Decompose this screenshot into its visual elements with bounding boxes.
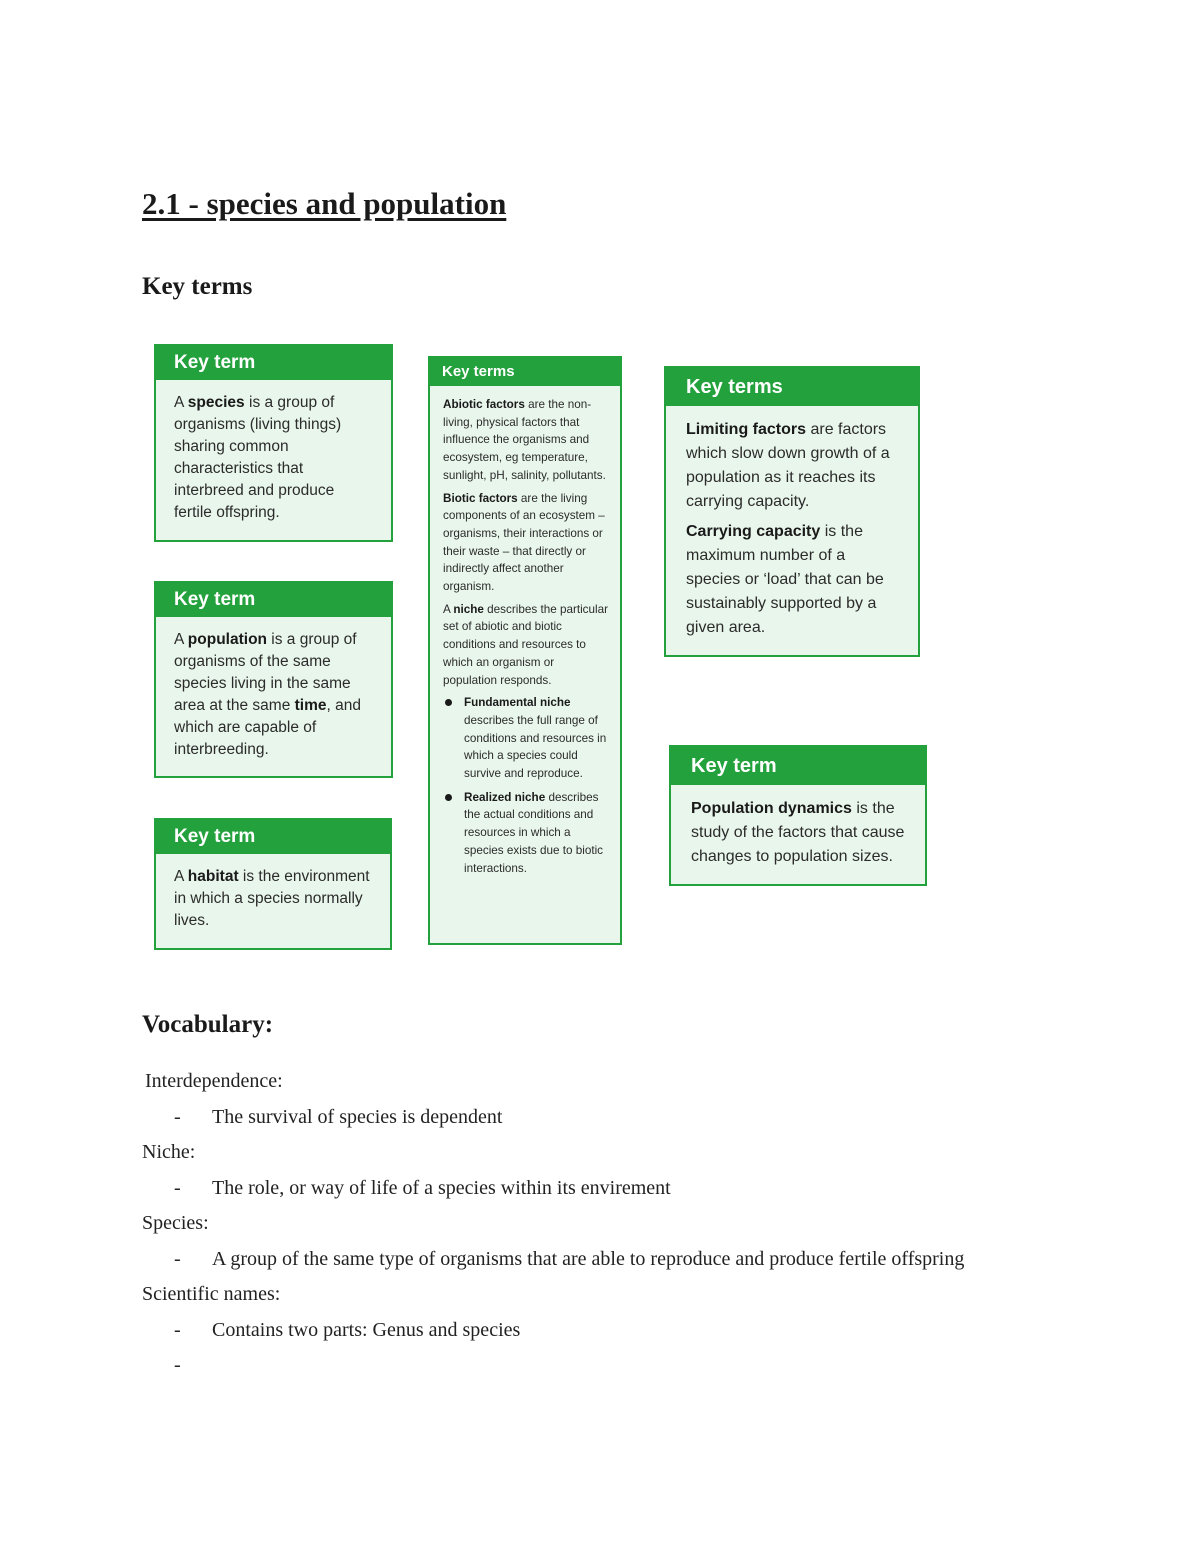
card-body — [430, 386, 620, 877]
list-item: Realized niche describes the actual conditions and resources in which a species exists due to biotic interactions. — [443, 789, 608, 878]
card-header: Key term — [156, 820, 390, 854]
card-header: Key terms — [430, 358, 620, 386]
card-body: Population dynamics is the study of the factors that cause changes to population sizes. — [691, 800, 905, 865]
vocab-term: Species: — [142, 1212, 209, 1234]
species-key-term-card — [154, 344, 393, 542]
vocabulary-list — [142, 1064, 1142, 1384]
term-population-dynamics: Population dynamics — [691, 800, 852, 817]
vocab-term: Niche: — [142, 1141, 196, 1163]
factors-key-terms-card — [428, 356, 622, 945]
card-body: A population is a group of organisms of the same species living in the same area at the same time, and which are capable of interbreeding. — [174, 631, 361, 758]
vocabulary-heading: Vocabulary: — [142, 1011, 274, 1038]
key-terms-heading: Key terms — [142, 273, 253, 300]
limiting-factors-definition: Limiting factors are factors which slow down growth of a population as it reaches its carrying capacity. — [686, 421, 890, 510]
vocab-definition: - Contains two parts: Genus and species — [174, 1318, 521, 1341]
niche-types-list — [443, 694, 608, 877]
page-title: 2.1 - species and population — [142, 186, 507, 221]
vocab-definition: - A group of the same type of organisms that are able to reproduce and produce fertile offspring — [174, 1247, 965, 1270]
card-body — [666, 406, 918, 640]
card-header: Key term — [671, 747, 925, 785]
vocab-definition: - The survival of species is dependent — [174, 1105, 503, 1128]
population-key-term-card — [154, 581, 393, 778]
card-header: Key term — [156, 346, 391, 380]
limiting-factors-card — [664, 366, 920, 657]
vocab-term: Interdependence: — [145, 1070, 283, 1092]
term-habitat: habitat — [187, 868, 239, 885]
card-body: A species is a group of organisms (living things) sharing common characteristics that interbreed and produce fertile offspring. — [174, 394, 342, 521]
card-body: A habitat is the environment in which a species normally lives. — [174, 868, 370, 929]
vocab-definition: - The role, or way of life of a species within its envirement — [174, 1176, 671, 1199]
list-item: Fundamental niche describes the full range of conditions and resources in which a species could survive and reproduce. — [443, 694, 608, 783]
abiotic-definition: Abiotic factors are the non-living, physical factors that influence the organisms and ecosystem, eg temperature, sunlight, pH, salinity, pollutants. — [443, 398, 606, 482]
bullet-icon — [445, 794, 452, 801]
population-dynamics-card — [669, 745, 927, 886]
card-header: Key terms — [666, 368, 918, 406]
niche-definition: A niche describes the particular set of abiotic and biotic conditions and resources to which an organism or population responds. — [443, 602, 609, 687]
bullet-icon — [445, 699, 452, 706]
card-header: Key term — [156, 583, 391, 617]
vocab-term: Scientific names: — [142, 1283, 281, 1305]
term-population: population — [187, 631, 267, 648]
term-species: species — [187, 394, 245, 411]
carrying-capacity-definition: Carrying capacity is the maximum number of a species or ‘load’ that can be sustainably supported by a given area. — [686, 523, 884, 636]
habitat-key-term-card — [154, 818, 392, 950]
vocab-definition: - — [174, 1354, 181, 1376]
biotic-definition: Biotic factors are the living components of an ecosystem – organisms, their interactions or their waste – that directly or indirectly affect another organism. — [443, 491, 605, 594]
